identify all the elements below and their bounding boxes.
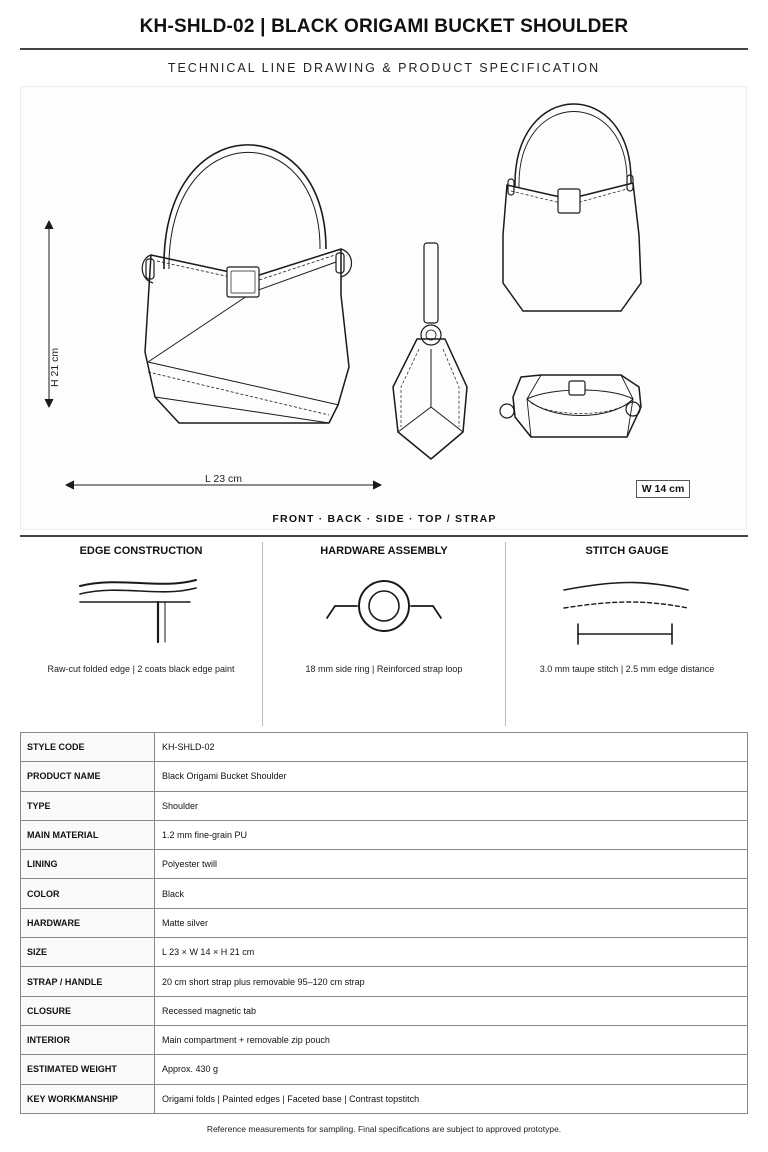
spec-key: KEY WORKMANSHIP — [21, 1084, 155, 1113]
technical-drawing-panel — [20, 86, 747, 530]
height-dimension-label: H 21 cm — [49, 347, 61, 387]
length-dimension-label: L 23 cm — [205, 473, 242, 485]
spec-key: HARDWARE — [21, 908, 155, 937]
views-caption: FRONT · BACK · SIDE · TOP / STRAP — [272, 513, 497, 525]
spec-key: LINING — [21, 850, 155, 879]
width-dimension-label: W 14 cm — [636, 480, 690, 498]
table-row — [21, 938, 748, 967]
top-view-drawing — [500, 375, 641, 437]
table-row — [21, 1055, 748, 1084]
edge-construction-detail — [20, 540, 262, 726]
spec-value: Recessed magnetic tab — [155, 996, 748, 1025]
spec-value: Matte silver — [155, 908, 748, 937]
spec-key: ESTIMATED WEIGHT — [21, 1055, 155, 1084]
detail-title: HARDWARE ASSEMBLY — [320, 545, 448, 557]
spec-key: STYLE CODE — [21, 733, 155, 762]
detail-caption: Raw-cut folded edge | 2 coats black edge paint — [47, 664, 235, 674]
spec-value: Approx. 430 g — [155, 1055, 748, 1084]
spec-value: 1.2 mm fine-grain PU — [155, 820, 748, 849]
detail-title: STITCH GAUGE — [585, 545, 669, 557]
spec-value: Main compartment + removable zip pouch — [155, 1025, 748, 1054]
spec-key: CLOSURE — [21, 996, 155, 1025]
table-row — [21, 791, 748, 820]
spec-value: Shoulder — [155, 791, 748, 820]
footer-note: Reference measurements for sampling. Final specifications are subject to approved prototype. — [206, 1124, 562, 1134]
header-divider — [20, 48, 748, 50]
hardware-assembly-detail — [263, 540, 505, 726]
spec-key: MAIN MATERIAL — [21, 820, 155, 849]
back-view-drawing — [503, 104, 641, 311]
table-row — [21, 820, 748, 849]
table-row — [21, 762, 748, 791]
detail-caption: 18 mm side ring | Reinforced strap loop — [305, 664, 463, 674]
section-divider — [20, 535, 748, 537]
spec-key: INTERIOR — [21, 1025, 155, 1054]
page-subtitle: TECHNICAL LINE DRAWING & PRODUCT SPECIFICATION — [167, 61, 601, 75]
spec-key: PRODUCT NAME — [21, 762, 155, 791]
spec-value: Polyester twill — [155, 850, 748, 879]
spec-value: 20 cm short strap plus removable 95–120 cm strap — [155, 967, 748, 996]
spec-value: Origami folds | Painted edges | Faceted base | Contrast topstitch — [155, 1084, 748, 1113]
spec-key: SIZE — [21, 938, 155, 967]
spec-value: L 23 × W 14 × H 21 cm — [155, 938, 748, 967]
table-row — [21, 1084, 748, 1113]
spec-key: TYPE — [21, 791, 155, 820]
table-row — [21, 733, 748, 762]
spec-table — [20, 732, 748, 1114]
table-row — [21, 996, 748, 1025]
page-title: KH-SHLD-02 | BLACK ORIGAMI BUCKET SHOULDER — [139, 16, 629, 37]
spec-value: Black — [155, 879, 748, 908]
stitch-gauge-detail — [506, 540, 748, 726]
spec-value: Black Origami Bucket Shoulder — [155, 762, 748, 791]
table-row — [21, 1025, 748, 1054]
table-row — [21, 908, 748, 937]
table-row — [21, 879, 748, 908]
detail-caption: 3.0 mm taupe stitch | 2.5 mm edge distance — [539, 664, 715, 674]
detail-title: EDGE CONSTRUCTION — [79, 545, 203, 557]
side-view-drawing — [393, 243, 467, 459]
table-row — [21, 967, 748, 996]
front-view-drawing — [142, 145, 351, 423]
spec-key: STRAP / HANDLE — [21, 967, 155, 996]
spec-value: KH-SHLD-02 — [155, 733, 748, 762]
table-row — [21, 850, 748, 879]
spec-key: COLOR — [21, 879, 155, 908]
